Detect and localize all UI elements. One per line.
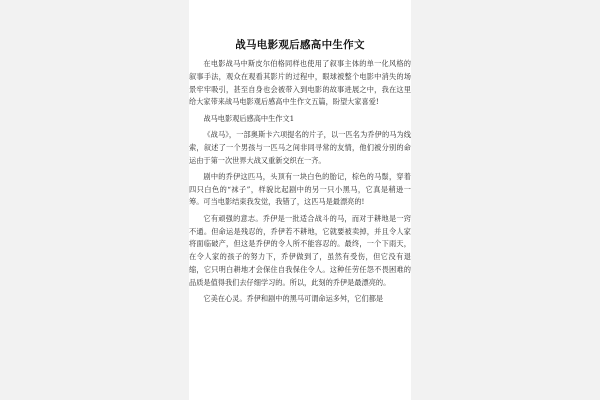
document-page [189,0,411,400]
document-body [189,58,411,306]
intro-paragraph: 在电影战马中斯皮尔伯格同样也使用了叙事主体的单一化风格的叙事手法，观众在观看其影片的过程中，眼球被整个电影中消失的场景牢牢吸引，甚至自身也会被带入到电影的故事进展之中，我在这里给大家带来战马电影观后感高中生作文五篇，盼望大家喜爱! [189,59,411,107]
essay-subheading: 战马电影观后感高中生作文1 [203,113,295,123]
document-title: 战马电影观后感高中生作文 [235,39,365,51]
body-paragraph: 《战马》，一部奥斯卡六项提名的片子，以一匹名为乔伊的马为线索，叙述了一个男孩与一匹马之间非同寻常的友情，他们被分别的命运由于第一次世界大战又重新交织在一齐。 [189,129,411,165]
body-paragraph: 它美在心灵。乔伊和剧中的黑马可谓命运多舛，它们都是 [203,294,384,304]
body-paragraph: 它有顽强的意志。乔伊是一批适合战斗的马，而对于耕地是一窍不通。但命运是残忍的，乔伊若不耕地，它就要被卖掉，并且令人家将面临破产，但这是乔伊的令人所不能容忍的。最终，一个下雨天，在令人家的孩子的努力下，乔伊做到了，虽然有受伤，但它没有退缩，它只明白耕地才会保住自我保住令人。这种任劳任怨不畏困难的品质是值得我们去仔细学习的。所以，此刻的乔伊是最漂亮的。 [189,213,411,287]
body-paragraph: 剧中的乔伊这匹马，头顶有一块白色的胎记，棕色的马鬃，穿着四只白色的“袜子”，样貌比起剧中的另一只小黑马，它真是稍逊一筹。可当电影结束我发觉，我错了，这匹马是最漂亮的! [189,171,411,207]
